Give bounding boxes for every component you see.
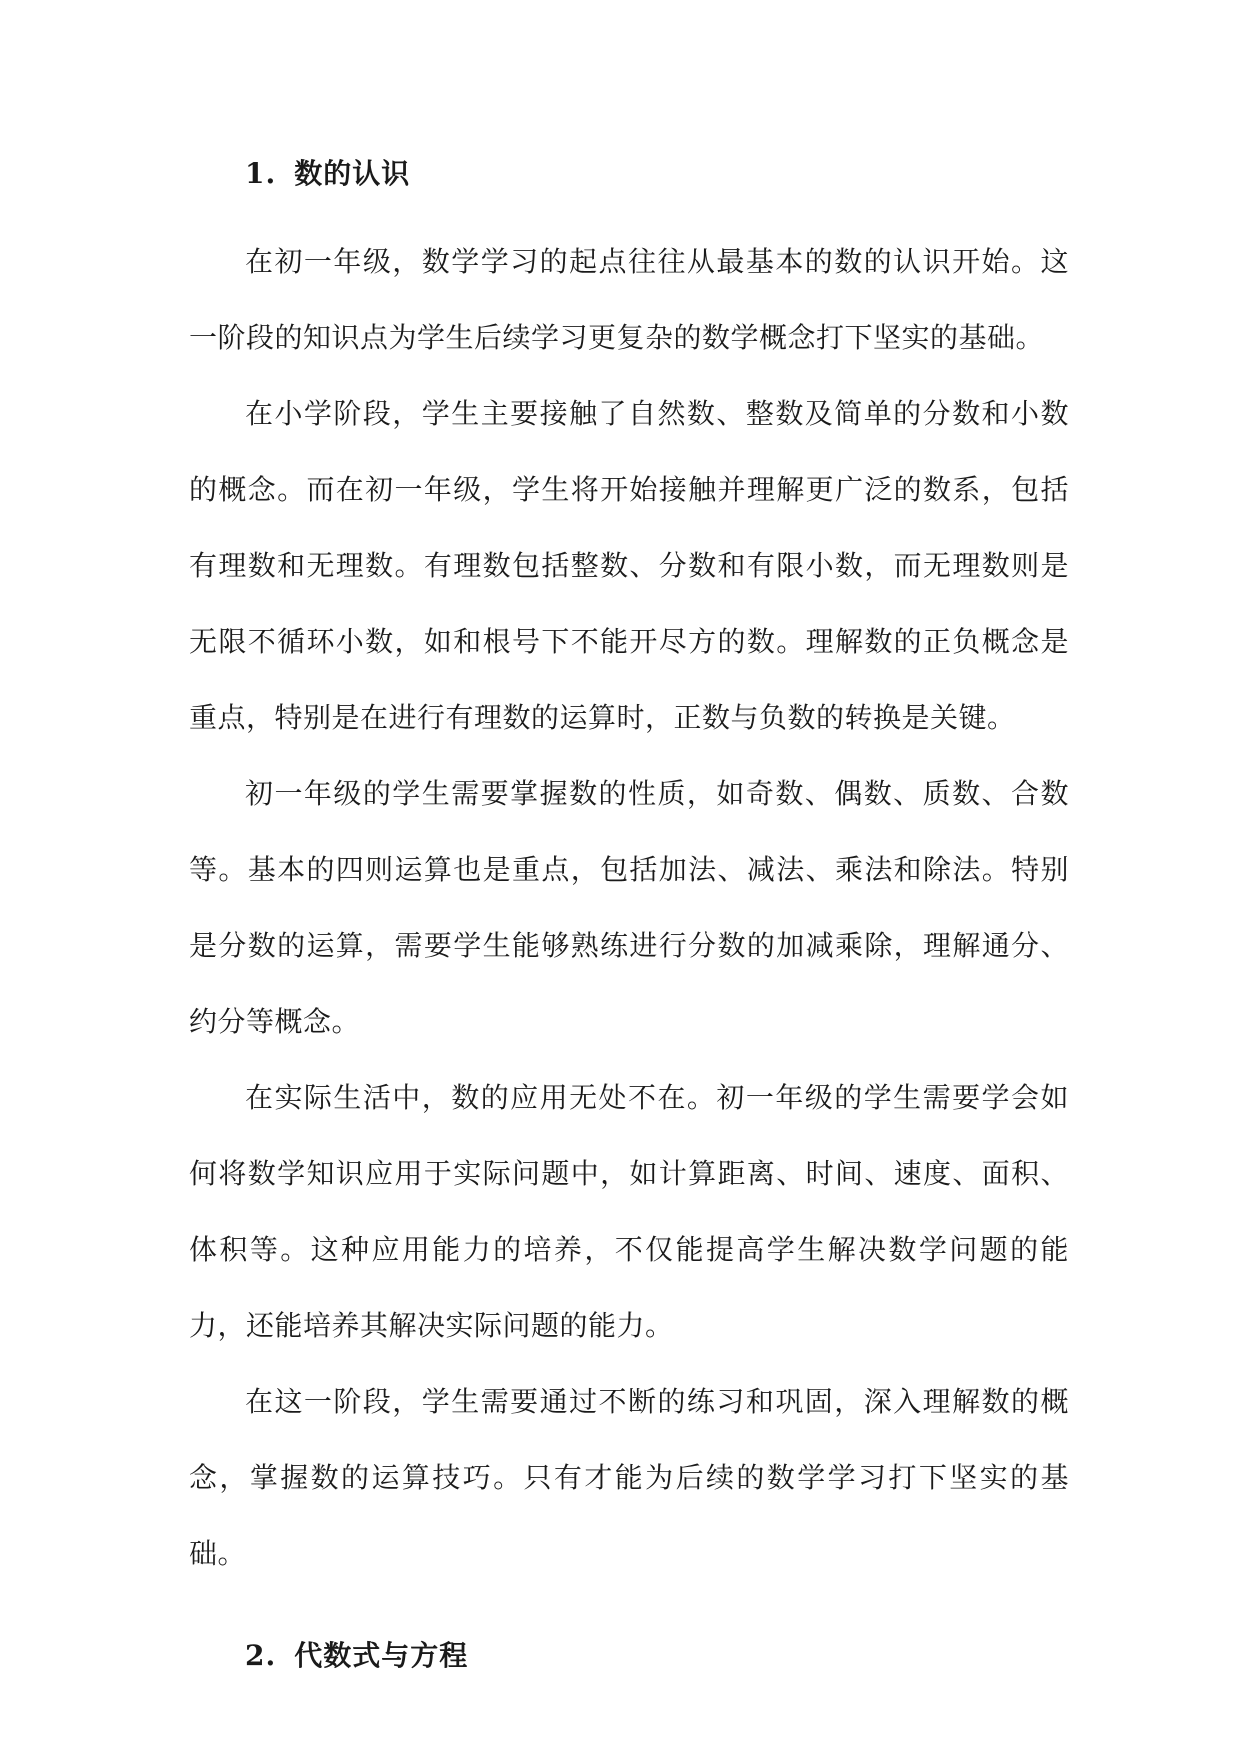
document-body [189,150,1069,1680]
paragraph: 初一年级的学生需要掌握数的性质，如奇数、偶数、质数、合数等。基本的四则运算也是重点，包括加法、减法、乘法和除法。特别是分数的运算，需要学生能够熟练进行分数的加减乘除，理解通分、约分等概念。 [189,777,1069,1038]
section-number: 2. [245,1639,277,1672]
section-title: 代数式与方程 [294,1639,469,1672]
section-heading-1 [189,150,1069,198]
paragraph: 在初一年级，数学学习的起点往往从最基本的数的认识开始。这一阶段的知识点为学生后续学习更复杂的数学概念打下坚实的基础。 [189,245,1069,354]
paragraph: 在小学阶段，学生主要接触了自然数、整数及简单的分数和小数的概念。而在初一年级，学生将开始接触并理解更广泛的数系，包括有理数和无理数。有理数包括整数、分数和有限小数，而无理数则是无限不循环小数，如和根号下不能开尽方的数。理解数的正负概念是重点，特别是在进行有理数的运算时，正数与负数的转换是关键。 [189,397,1069,734]
section-title: 数的认识 [294,157,411,190]
paragraph: 在实际生活中，数的应用无处不在。初一年级的学生需要学会如何将数学知识应用于实际问题中，如计算距离、时间、速度、面积、体积等。这种应用能力的培养，不仅能提高学生解决数学问题的能力，还能培养其解决实际问题的能力。 [189,1081,1069,1342]
section-heading-2 [189,1632,1069,1680]
paragraph: 在这一阶段，学生需要通过不断的练习和巩固，深入理解数的概念，掌握数的运算技巧。只有才能为后续的数学学习打下坚实的基础。 [189,1385,1069,1570]
section-number: 1. [245,157,277,190]
